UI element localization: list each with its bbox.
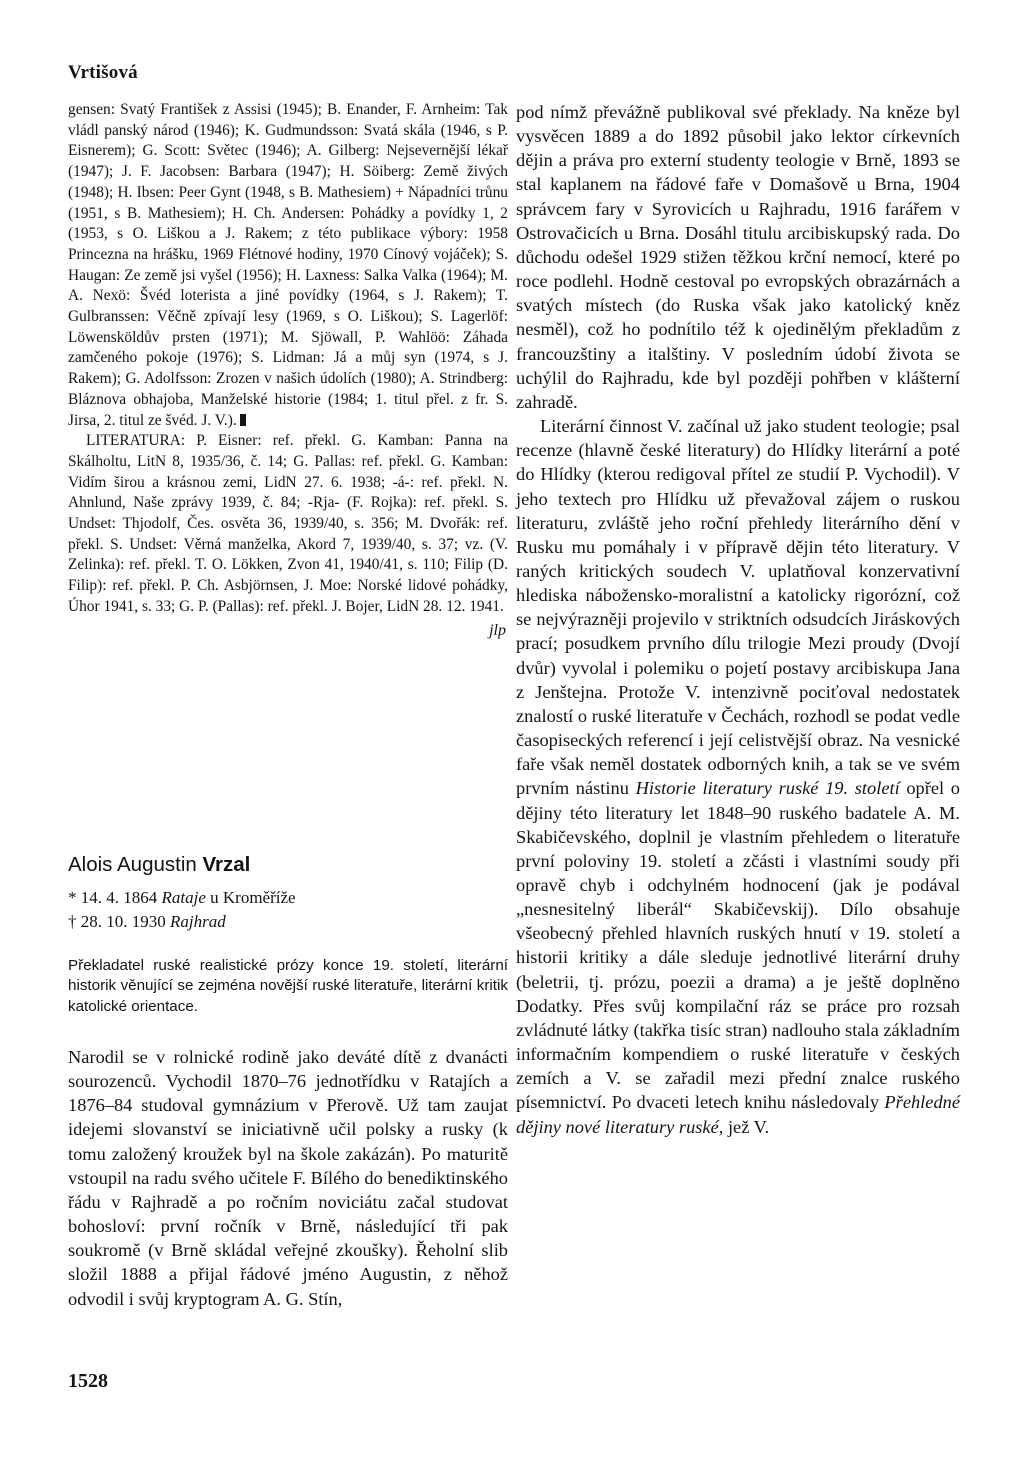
right-paragraph-2-text (516, 414, 960, 1139)
death-date: † 28. 10. 1930 (68, 912, 170, 931)
paragraph-2-part-a: Literární činnost V. začínal už jako student teologie; psal recenze (hlavně české literatury) do Hlídky literární a poté do Hlídky (kterou redigoval přítel ze studií P. Vychodil). V jeho textech pro Hlídku už převažoval zájem o ruskou literaturu, zvláště jeho roční přehledy literárního dění v Rusku mu pomáhaly i v přípravě dějin této literatury. V raných kritických soudech V. uplatňoval konzervativní hlediska nábožensko-moralistní a katolicky rigorózní, což se nejvýrazněji projevilo v striktních odsudcích Jiráskových prací; posudkem prvního dílu trilogie Mezi proudy (Dvojí dvůr) vyvolal i polemiku o pojetí postavy arcibiskupa Jana z Jenštejna. Protože V. intenzivně pociťoval nedostatek znalostí o ruské literatuře v Čechách, rozhodl se podat vedle časopiseckých referencí i její celistvější obraz. Na vesnické faře však neměl dostatek odborných knih, a tak se ve svém prvním nástinu (516, 416, 960, 799)
entry-first-names: Alois Augustin (68, 853, 203, 876)
bio-left-paragraph: Narodil se v rolnické rodině jako deváté dítě z dvanácti sourozenců. Vychodil 1870–76 jednotřídku v Ratajích a 1876–84 studoval gymnázium v Přerově. Už tam zaujat idejemi slovanství se iniciativně učil polsky a rusky (k tomu založený kroužek byl na škole zakázán). Po maturitě vstoupil na radu svého učitele F. Bílého do benediktinského řádu v Rajhradě a po ročním noviciátu začal studovat bohosloví: první ročník v Brně, následující tři pak soukromě (v Brně skládal veřejné zkoušky). Řeholní slib složil 1888 a přijal řádové jméno Augustin, z něhož odvodil i svůj kryptogram A. G. Stín, (68, 1047, 508, 1309)
literatura-text: LITERATURA: P. Eisner: ref. překl. G. Kamban: Panna na Skálholtu, LitN 8, 1935/36, č. 14; G. Pallas: ref. překl. G. Kamban: Vidím širou a krásnou zemi, LidN 27. 6. 1938; -á-: ref. překl. N. Ahnlund, Naše zprávy 1939, č. 84; -Rja- (F. Rojka): ref. překl. S. Undset: Thjodolf, Čes. osvěta 36, 1939/40, s. 356; M. Dvořák: ref. překl. S. Undset: Věrná manželka, Akord 7, 1939/40, s. 37; vz. (V. Zelinka): ref. překl. T. O. Lökken, Zvon 41, 1940/41, s. 110; Filip (D. Filip): ref. překl. P. Ch. Asbjörnsen, J. Moe: Norské lidové pohádky, Úhor 1941, s. 33; G. P. (Pallas): ref. překl. J. Bojer, LidN 28. 12. 1941. (68, 432, 508, 615)
birth-place: Rataje (161, 888, 206, 907)
end-mark-icon (240, 414, 246, 426)
paragraph-2-part-b: opřel o dějiny této literatury let 1848–90 ruského badatele A. M. Skabičevského, doplnil je vlastním přehledem o literatuře první poloviny 19. století a zčásti i vlastními soudy při opravě chyb i odchylném hodnocení (jak je podával „nesnesitelný liberál“ Skabičevskij). Dílo obsahuje všeobecný přehled hlavních ruských hnutí v 19. století a historii kritiky a dále sleduje jednotlivé literární druhy (beletrii, tj. prózu, poezii a drama) a je ještě doplněno Dodatky. Přes svůj kompilační ráz se práce pro rozsah zvládnuté látky (takřka tisíc stran) nadlouho stala základním informačním kompendiem o ruské literatuře v českých zemích a V. se zařadil mezi přední znalce ruského písemnictví. Po dvaceti letech knihu následovaly (516, 778, 960, 1113)
paragraph-2-part-c: jež V. (723, 1116, 770, 1137)
page-number: 1528 (68, 1370, 108, 1392)
running-head: Vrtišová (68, 62, 138, 83)
right-column (516, 100, 960, 1139)
right-paragraph-2 (516, 414, 960, 1139)
book-title-historie: Historie literatury ruské 19. století (635, 778, 900, 799)
literatura-paragraph (68, 431, 508, 617)
birth-date: * 14. 4. 1864 (68, 888, 162, 907)
death-place: Rajhrad (170, 912, 226, 931)
right-paragraph-1: pod nímž převážně publikoval své překlady. Na kněze byl vysvěcen 1889 a do 1892 působil jako lektor církevních dějin a práva pro externí studenty teologie v Brně, 1893 se stal kaplanem na řádové faře v Domašově u Brna, 1904 správcem fary v Syrovicích u Rajhradu, 1916 farářem v Ostrovačicích u Brna. Dosáhl titulu arcibiskupský rada. Do důchodu odešel 1929 stižen těžkou krční nemocí, které po roce podlehl. Hodně cestoval po evropských obrazárnách a svatých místech (do Ruska však jako katolický kněz nesměl), což ho podnítilo též k ojedinělým překladům z francouzštiny a italštiny. V posledním údobí života se uchýlil do Rajhradu, kde byl později pohřben v klášterní zahradě. (516, 102, 960, 412)
entry-surname: Vrzal (202, 853, 251, 876)
author-signature: jlp (489, 621, 506, 639)
entry-heading (68, 853, 250, 877)
death-line (68, 910, 296, 934)
bio-left (68, 1045, 508, 1311)
book-title-prehledne-dejiny: Přehledné dějiny nové literatury ruské, (516, 1092, 960, 1137)
bibliography-paragraph (68, 100, 508, 431)
entry-abstract: Překladatel ruské realistické prózy konce 19. století, literární historik věnující se zejména novější ruské literatuře, literární kritik katolické orientace. (68, 957, 508, 1015)
left-column (68, 100, 508, 640)
bibliography-text: gensen: Svatý František z Assisi (1945); B. Enander, F. Arnheim: Tak vládl panský národ (1946); K. Gudmundsson: Svatá skála (1946, s P. Eisnerem); G. Scott: Světec (1946); A. Gilberg: Nejsevernější lékař (1947); J. F. Jacobsen: Barbara (1947); H. Söiberg: Země živých (1948); H. Ibsen: Peer Gynt (1948, s B. Mathesiem) + Nápadníci trůnu (1951, s B. Mathesiem); H. Ch. Andersen: Pohádky a povídky 1, 2 (1953, s O. Liškou a J. Rakem; z této publikace výbory: 1958 Princezna na hrášku, 1969 Flétnové hodiny, 1970 Cínový vojáček); S. Haugan: Ze země jsi vyšel (1956); H. Laxness: Salka Valka (1964); M. A. Nexö: Švéd loterista a jiné povídky (1964, s J. Rakem); T. Gulbranssen: Věčně zpívají lesy (1969, s O. Liškou); S. Lagerlöf: Löwensköldův prsten (1971); M. Sjöwall, P. Wahlöö: Záhada zamčeného pokoje (1976); S. Lidman: Já a můj syn (1974, s J. Rakem); G. Adolfsson: Zrozen v našich údolích (1980); A. Strindberg: Bláznova obhajoba, Manželské historie (1984; 1. titul přel. z fr. S. Jirsa, 2. titul ze švéd. J. V.). (68, 101, 508, 429)
life-dates (68, 886, 296, 934)
birth-line (68, 886, 296, 910)
birth-place-suffix: u Kroměříže (205, 888, 296, 907)
